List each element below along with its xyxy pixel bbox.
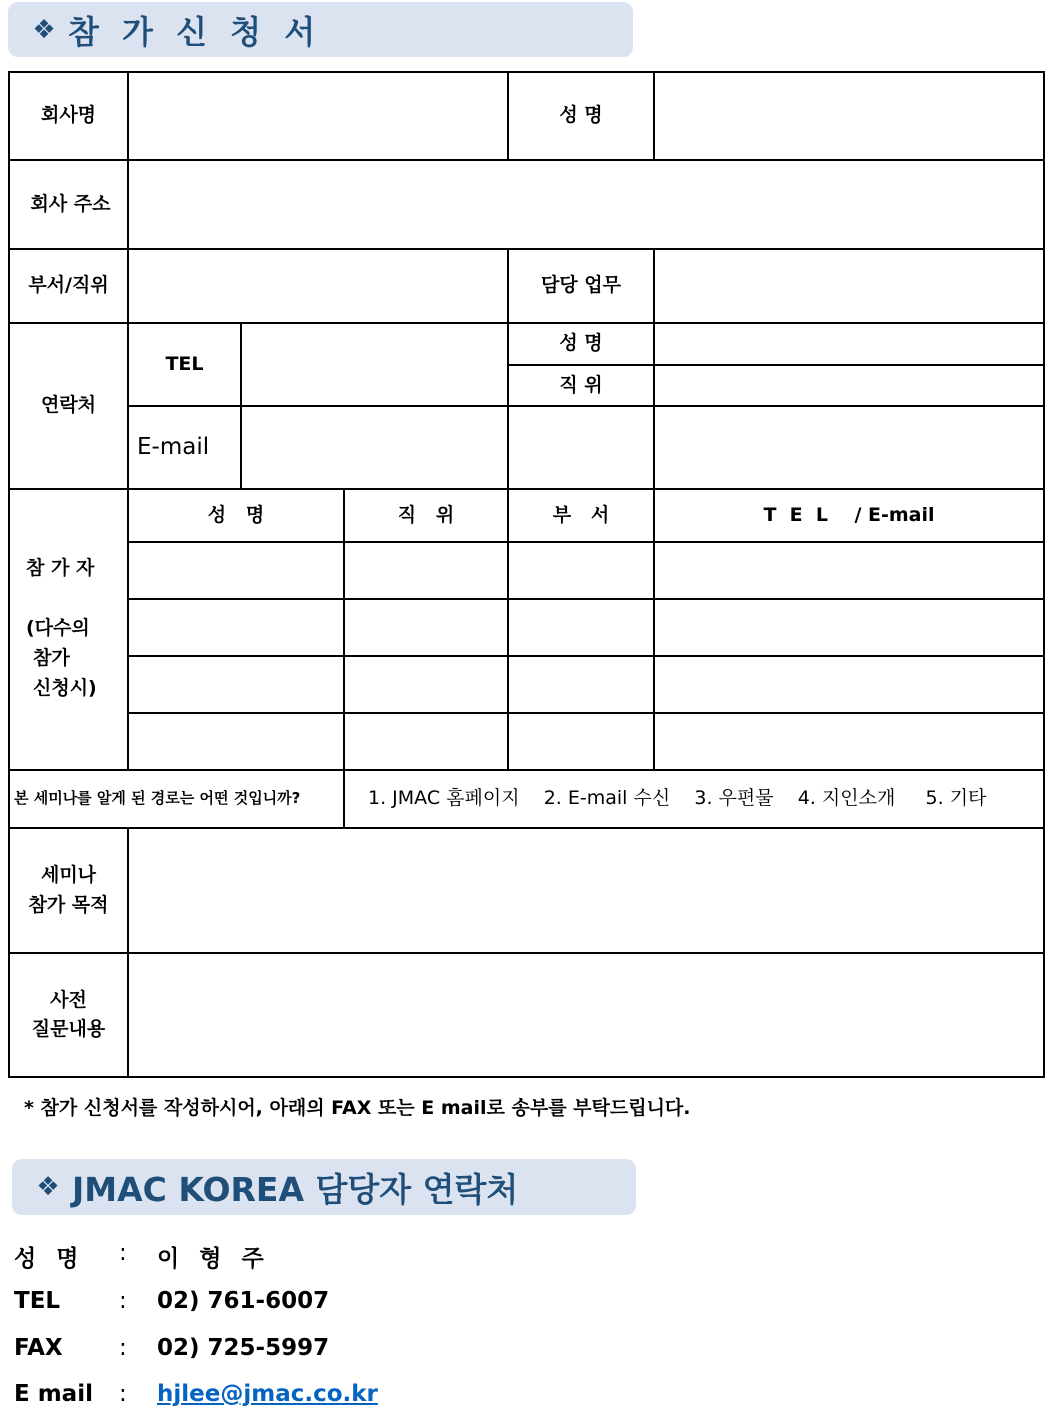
colon: : [119,1240,127,1266]
colon: : [119,1335,127,1361]
contact-name-value: 이 형 주 [157,1246,270,1272]
table-row[interactable] [129,543,343,598]
col-header-name: 성 명 [207,503,265,526]
colon: : [119,1381,127,1407]
colon: : [119,1288,127,1314]
form-title-banner [8,2,633,57]
company-address-label: 회사 주소 [30,192,111,215]
contact-tel-value: 02) 761-6007 [157,1288,330,1314]
contact-fax-value: 02) 725-5997 [157,1335,330,1361]
participants-note-3: 신청시) [33,677,97,699]
dept-position-field[interactable] [129,250,507,322]
col-header-position: 직 위 [397,503,455,526]
participants-note-1: (다수의 [26,617,90,639]
company-address-field[interactable] [129,161,1043,248]
questions-label-1: 사전 [50,988,87,1011]
email-label: E-mail [137,433,210,460]
contact-title: JMAC KOREA 담당자 연락처 [72,1169,519,1209]
extra-field-2[interactable] [655,407,1043,488]
contact-name-label: 성 명 [559,332,603,355]
questions-field[interactable] [129,954,1043,1076]
contact-tel-key: TEL [14,1288,61,1314]
email-field[interactable] [242,407,507,488]
questions-label [10,954,127,1076]
contact-name-field[interactable] [655,324,1043,364]
participants-note-2: 참가 [33,647,70,669]
company-name-label: 회사명 [40,104,97,127]
col-header-tel-email: T E L / E-mail [763,503,935,526]
diamond-bullet-icon: ❖ [36,1172,60,1202]
duty-field[interactable] [655,250,1043,322]
purpose-label-2: 참가 목적 [28,893,109,916]
participants-label-block [26,553,97,703]
contact-label: 연락처 [40,394,97,417]
source-options[interactable]: 1. JMAC 홈페이지 2. E-mail 수신 3. 우편물 4. 지인소개 5. 기타 [368,787,987,810]
participants-label: 참 가 자 [26,557,95,579]
company-name-field[interactable] [129,73,507,159]
submission-note: * 참가 신청서를 작성하시어, 아래의 FAX 또는 E mail로 송부를 부탁드립니다. [24,1097,691,1119]
table-row[interactable] [129,714,343,769]
extra-field-1[interactable] [509,407,653,488]
source-question: 본 세미나를 알게 된 경로는 어떤 것입니까? [14,789,301,808]
dept-position-label: 부서/직위 [28,274,109,297]
name-field[interactable] [655,73,1043,159]
table-row[interactable] [129,657,343,712]
contact-banner [12,1159,636,1215]
contact-position-field[interactable] [655,366,1043,405]
contact-position-label: 직 위 [559,373,603,396]
contact-fax-key: FAX [14,1335,63,1361]
diamond-bullet-icon: ❖ [32,14,56,45]
col-header-dept: 부 서 [552,503,610,526]
contact-name-key: 성 명 [14,1246,85,1272]
purpose-label [10,829,127,952]
tel-field[interactable] [242,324,507,405]
duty-label: 담당 업무 [540,274,622,297]
name-label: 성 명 [559,104,603,127]
contact-email-key: E mail [14,1381,93,1407]
table-row[interactable] [129,600,343,655]
tel-label: TEL [165,352,204,375]
purpose-label-1: 세미나 [40,864,97,887]
questions-label-2: 질문내용 [31,1018,106,1040]
contact-email-link[interactable]: hjlee@jmac.co.kr [157,1381,378,1407]
purpose-field[interactable] [129,829,1043,952]
form-title: 참 가 신 청 서 [68,12,322,51]
